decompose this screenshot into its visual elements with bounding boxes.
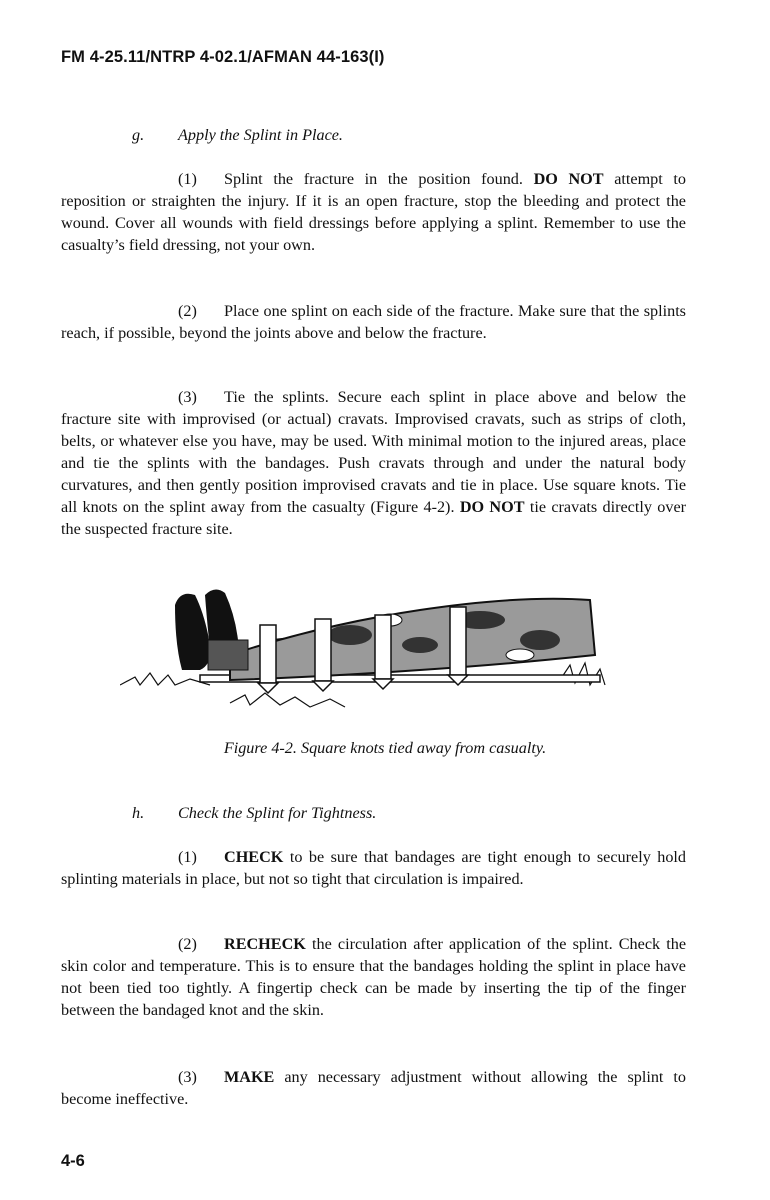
paragraph-h3 bbox=[61, 1066, 686, 1110]
paragraph-g1 bbox=[61, 168, 686, 256]
para-number: (1) bbox=[178, 848, 197, 866]
para-text: Splint the fracture in the position found. bbox=[224, 170, 523, 188]
section-g-title bbox=[132, 124, 343, 146]
para-number: (2) bbox=[178, 302, 197, 320]
figure-caption: Figure 4-2. Square knots tied away from casualty. bbox=[223, 739, 547, 757]
para-number: (3) bbox=[178, 388, 197, 406]
section-g-letter: g. bbox=[132, 126, 145, 144]
para-number: (2) bbox=[178, 935, 197, 953]
splinted-leg-illustration bbox=[120, 585, 610, 720]
para-text: the circulation after application of the splint. Check the skin color and temperature. This is to ensure that the bandages holding the splint in place have not been tied too tightly. A fingertip check can be made by inserting the tip of the finger between the bandaged knot and the skin. bbox=[61, 935, 687, 1019]
para-text: any necessary adjustment without allowing the splint to become ineffective. bbox=[61, 1068, 687, 1108]
para-emphasis: DO NOT bbox=[533, 170, 604, 188]
paragraph-g3 bbox=[61, 386, 686, 540]
page-header: FM 4-25.11/NTRP 4-02.1/AFMAN 44-163(I) bbox=[61, 48, 385, 66]
section-h-title bbox=[132, 802, 376, 824]
para-number: (1) bbox=[178, 170, 197, 188]
para-text: Tie the splints. Secure each splint in place above and below the fracture site with improvised (or actual) cravats. Improvised cravats, such as strips of cloth, belts, or whatever else you have, may be used. With minimal motion to the injured areas, place and tie the splints with the bandages. Push cravats through and under the natural body curvatures, and then gently position improvised cravats and tie in place. Use square knots. Tie all knots on the splint away from the casualty (Figure 4-2). bbox=[61, 388, 686, 516]
paragraph-g2 bbox=[61, 300, 686, 344]
page-number: 4-6 bbox=[61, 1152, 85, 1170]
para-text: tie cravats directly over the suspected fracture site. bbox=[61, 498, 687, 538]
para-emphasis: DO NOT bbox=[459, 498, 525, 516]
paragraph-h2 bbox=[61, 933, 686, 1021]
section-h-letter: h. bbox=[132, 804, 145, 822]
para-text: to be sure that bandages are tight enough to securely hold splinting materials in place, but not so tight that circulation is impaired. bbox=[61, 848, 687, 888]
paragraph-h1 bbox=[61, 846, 686, 890]
section-h-heading: Check the Splint for Tightness. bbox=[178, 804, 377, 822]
para-emphasis: CHECK bbox=[224, 848, 284, 866]
para-text: attempt to reposition or straighten the injury. If it is an open fracture, stop the bleeding and protect the wound. Cover all wounds with field dressings before applying a splint. Remember to use the casualty’s field dressing, not your own. bbox=[61, 170, 686, 254]
para-emphasis: MAKE bbox=[224, 1068, 275, 1086]
para-emphasis: RECHECK bbox=[224, 935, 306, 953]
section-g-heading: Apply the Splint in Place. bbox=[178, 126, 343, 144]
para-number: (3) bbox=[178, 1068, 197, 1086]
para-text: Place one splint on each side of the fracture. Make sure that the splints reach, if possible, beyond the joints above and below the fracture. bbox=[61, 302, 686, 342]
